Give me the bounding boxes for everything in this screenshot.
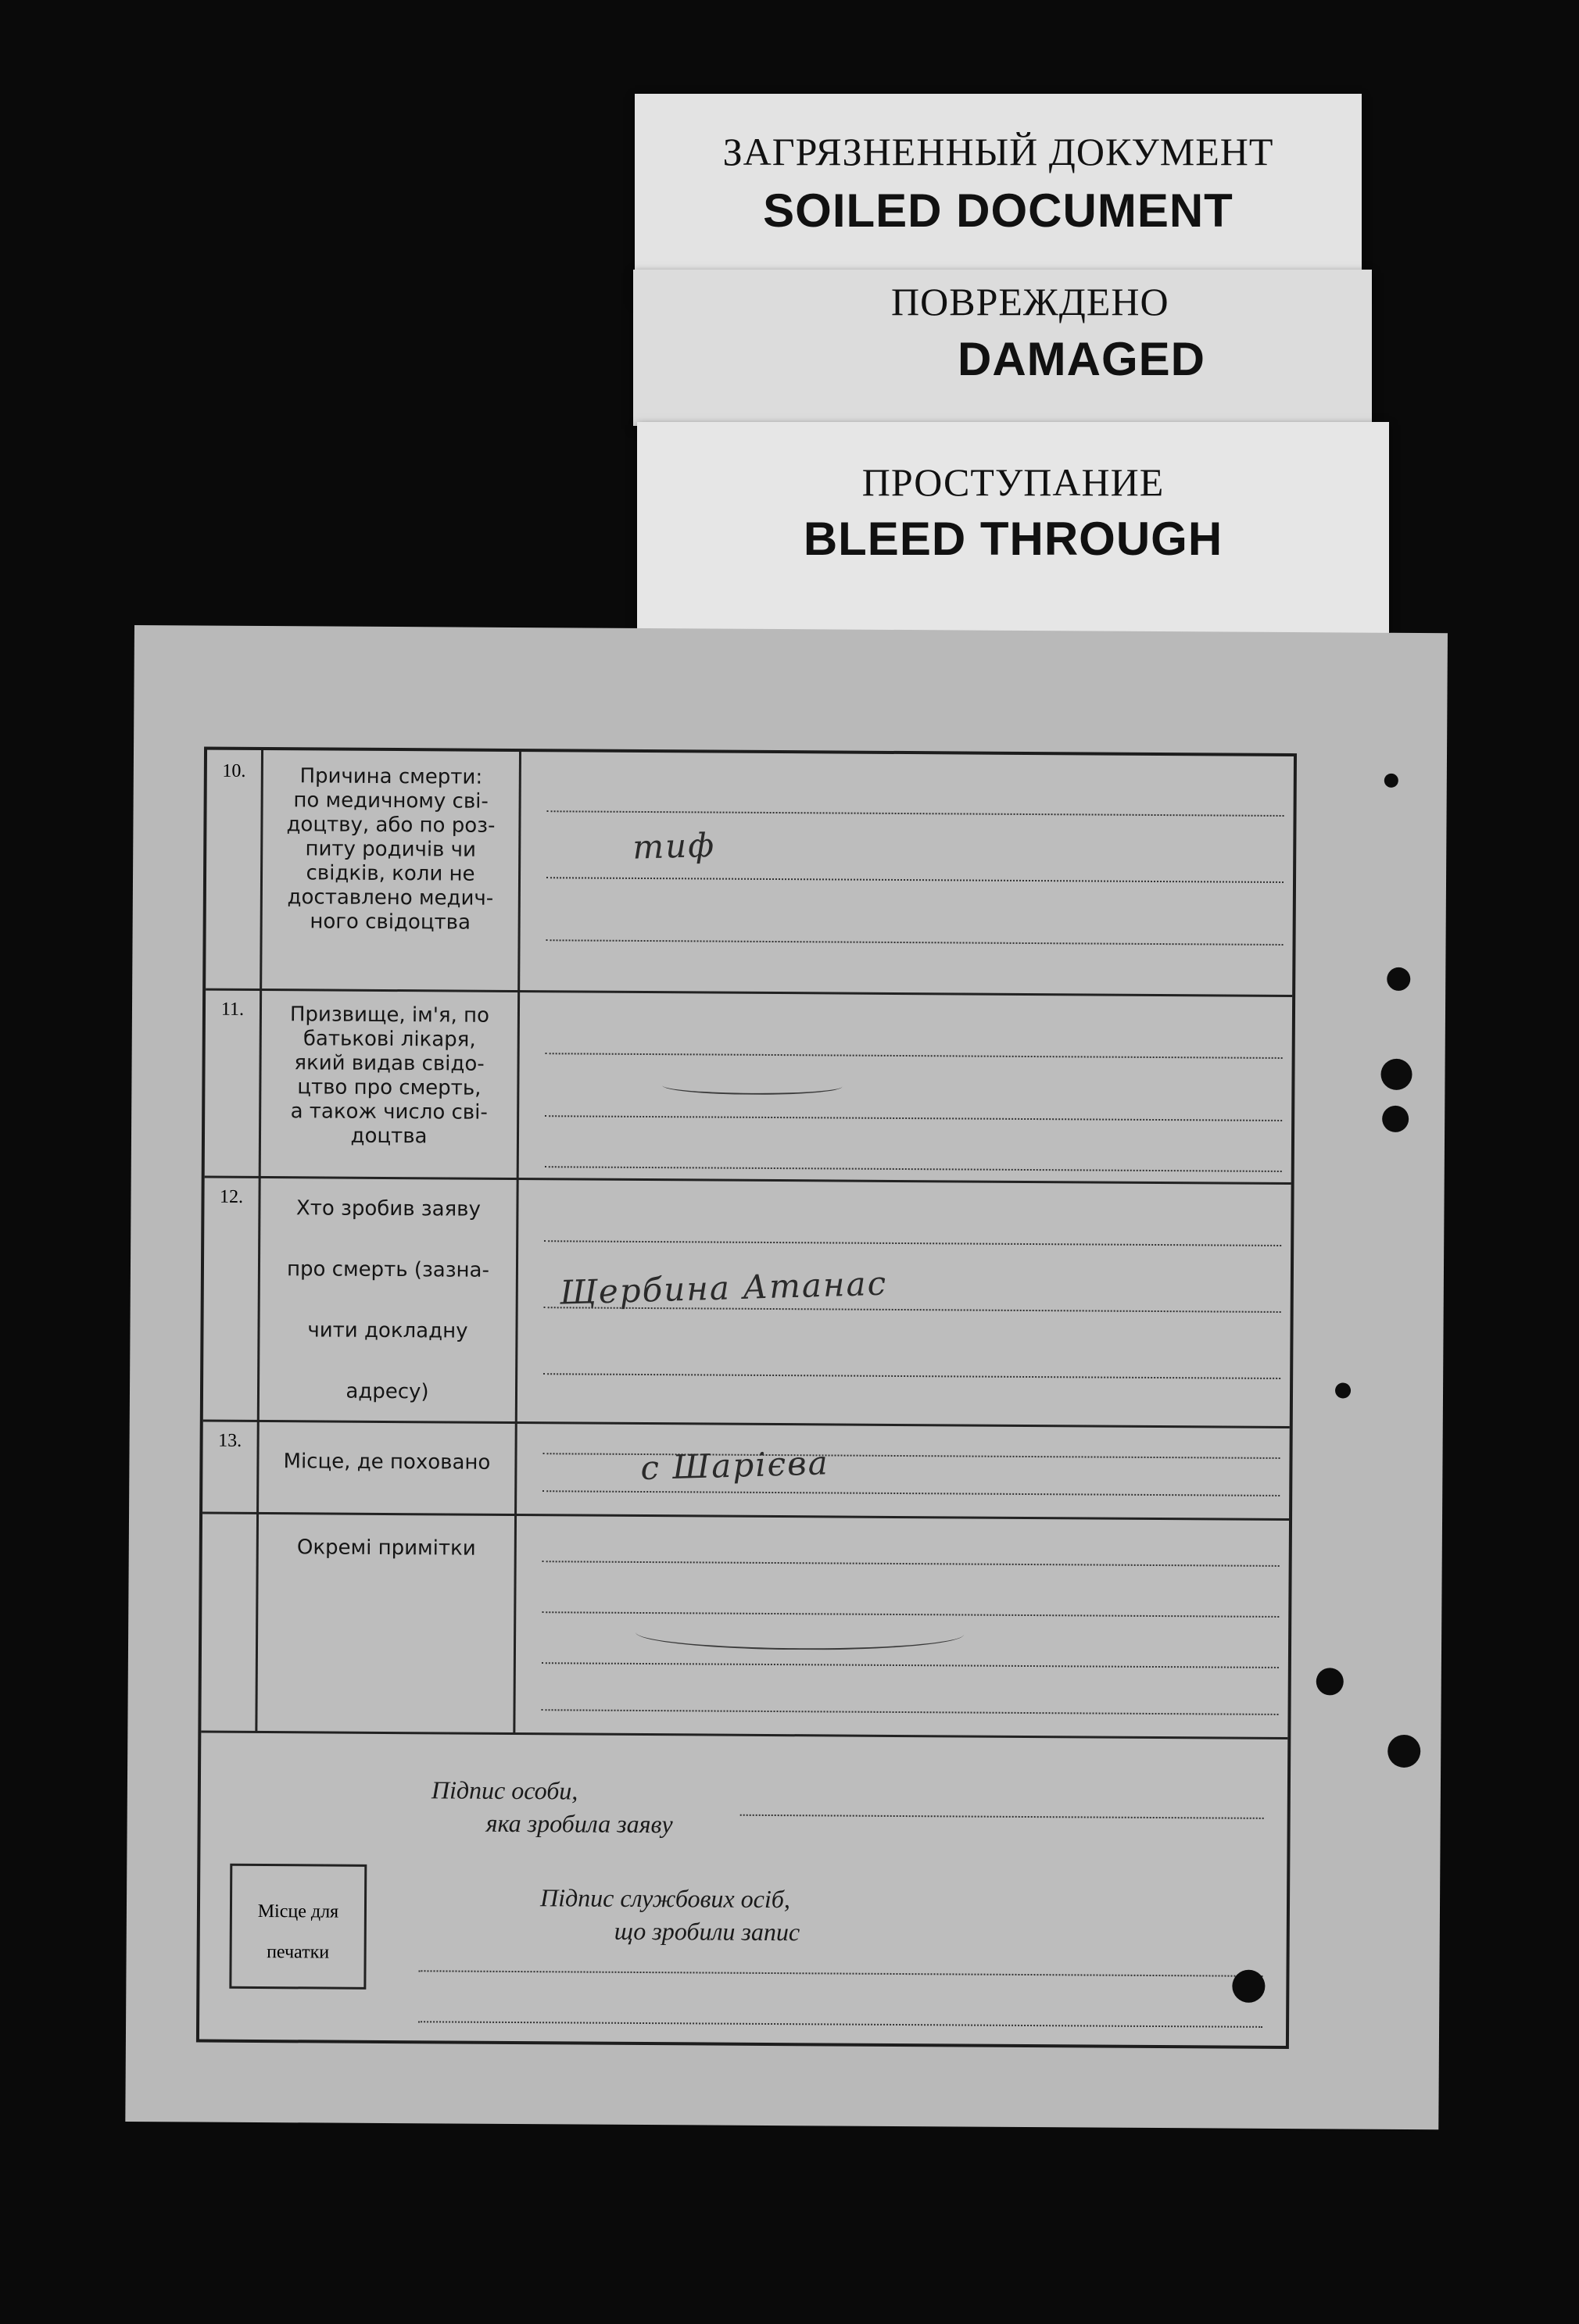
section-value <box>521 990 1292 1182</box>
punch-hole <box>1316 1668 1344 1695</box>
section-label: Місце, де поховано <box>259 1420 517 1514</box>
section-cause-of-death <box>206 750 1294 997</box>
section-number: 12. <box>203 1176 261 1420</box>
section-value <box>519 1421 1290 1518</box>
officials-signature-line-1 <box>418 1970 1262 1977</box>
document-sheet <box>125 625 1448 2129</box>
section-label: Призвище, ім'я, по батькові лікаря, який видав свідо- цтво про смерть, а також число сві- доцтва <box>261 989 520 1178</box>
card-ru-label: ЗАГРЯЗНЕННЫЙ ДОКУМЕНТ <box>722 130 1274 173</box>
punch-hole <box>1232 1970 1265 2003</box>
section-number <box>201 1512 259 1731</box>
section-value <box>520 1178 1291 1426</box>
punch-hole <box>1382 1106 1409 1132</box>
applicant-signature-line <box>740 1815 1264 1819</box>
card-ru-label: ПОВРЕЖДЕНО <box>891 280 1169 324</box>
section-number: 11. <box>205 989 262 1176</box>
section-number: 10. <box>206 750 263 989</box>
damaged-card <box>633 270 1372 426</box>
pen-stroke <box>636 1616 964 1651</box>
section-label: Хто зробив заяву про смерть (зазна- чити докладну адресу) <box>260 1176 519 1421</box>
section-applicant <box>203 1176 1291 1428</box>
handwritten-entry: Щербина Атанас <box>559 1264 888 1312</box>
handwritten-entry: тиф <box>632 825 716 867</box>
section-number: 13. <box>202 1420 260 1512</box>
card-en-label: DAMAGED <box>958 333 1205 385</box>
card-en-label: SOILED DOCUMENT <box>763 184 1233 237</box>
punch-hole <box>1380 1059 1412 1090</box>
pen-stroke <box>662 1077 842 1095</box>
section-burial-place <box>202 1420 1290 1521</box>
section-label: Окремі примітки <box>257 1512 517 1732</box>
bleed-through-card <box>637 422 1389 633</box>
applicant-signature-label: Підпис особи, яка зробила заяву <box>431 1775 673 1839</box>
section-value <box>517 1514 1289 1737</box>
officials-signature-label: Підпис службових осіб, що зробили запис <box>539 1883 800 1947</box>
death-record-form <box>196 747 1297 2050</box>
section-doctor <box>205 989 1292 1185</box>
card-en-label: BLEED THROUGH <box>803 513 1223 565</box>
punch-hole <box>1387 967 1410 991</box>
section-value <box>522 752 1294 995</box>
officials-signature-line-2 <box>418 2021 1262 2028</box>
punch-hole <box>1387 1735 1420 1768</box>
section-notes <box>201 1512 1289 1739</box>
handwritten-entry: с Шарієва <box>639 1443 830 1488</box>
section-label: Причина смерти: по медичному сві- доцтву, або по роз- питу родичів чи свідків, коли не доставлено медич- ного свідоцтва <box>262 750 521 990</box>
punch-hole <box>1335 1382 1351 1398</box>
stamp-place-box: Місце для печатки <box>229 1864 367 1990</box>
card-ru-label: ПРОСТУПАНИЕ <box>861 460 1165 504</box>
punch-hole <box>1384 774 1398 788</box>
